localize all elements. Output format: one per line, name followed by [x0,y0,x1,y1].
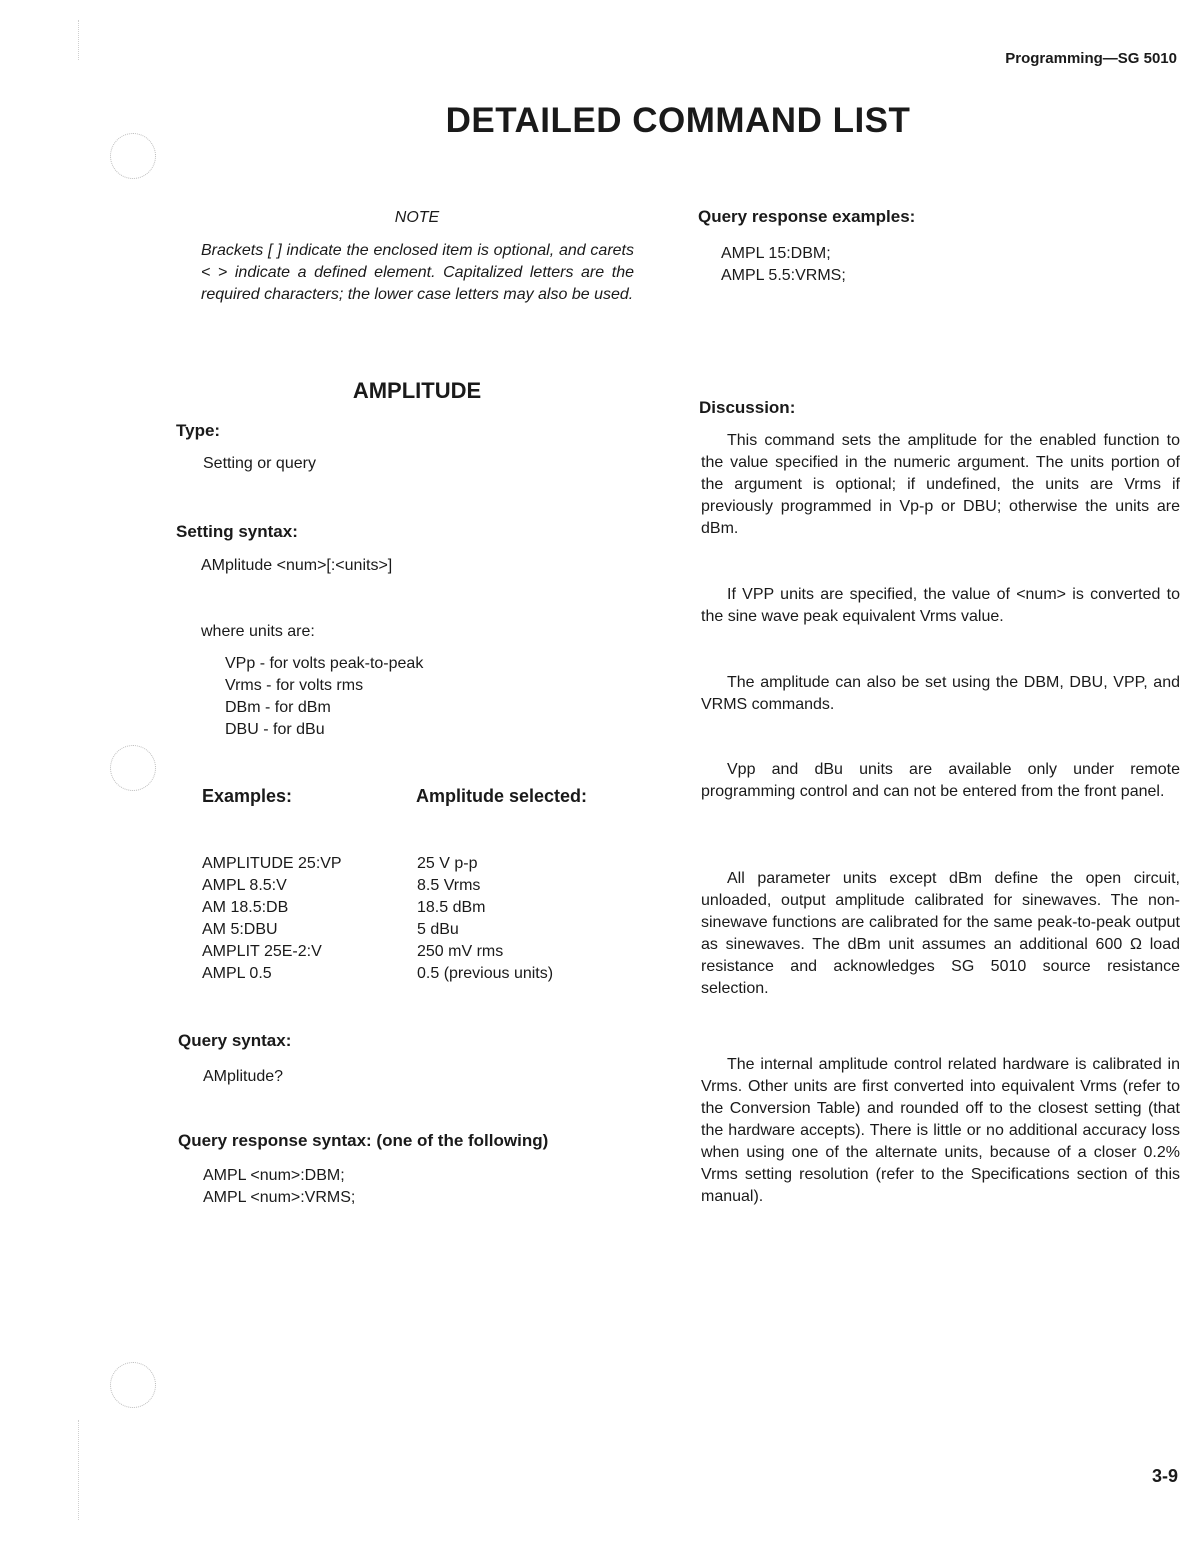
example-command: AM 5:DBU [202,921,278,938]
query-syntax: AMplitude? [203,1068,284,1085]
examples-result-column [417,853,553,985]
example-result: 250 mV rms [417,943,504,960]
examples-command-column [202,853,342,985]
discussion-paragraph: If VPP units are specified, the value of <num> is converted to the sine wave peak equivalent Vrms value. [701,586,1180,625]
example-command: AMPL 8.5:V [202,877,287,894]
binder-hole-mark [110,1362,156,1408]
amplitude-selected-heading: Amplitude selected: [416,786,588,806]
setting-syntax: AMplitude <num>[:<units>] [201,557,393,574]
query-response-syntax-item: AMPL <num>:DBM; [203,1167,345,1184]
page-title: DETAILED COMMAND LIST [445,101,911,140]
example-result: 5 dBu [417,921,459,938]
query-syntax-heading: Query syntax: [178,1031,292,1050]
units-list-item: Vrms - for volts rms [225,677,364,694]
example-command: AM 18.5:DB [202,899,289,916]
query-examples-list [721,243,846,287]
example-result: 0.5 (previous units) [417,965,554,982]
note-text: Brackets [ ] indicate the enclosed item is optional, and carets < > indicate a defined element. Capitalized letters are the required characters; the lower case letters may also be used. [201,242,634,303]
discussion-paragraph: The amplitude can also be set using the DBM, DBU, VPP, and VRMS commands. [701,674,1180,713]
margin-speck [78,1420,89,1520]
discussion-paragraph: The internal amplitude control related hardware is calibrated in Vrms. Other units are first converted into equivalent Vrms (refer to the Conversion Table) and rounded off to the closest setting (that the hardware accepts). There is little or no additional accuracy loss when using one of the alternate units, because of a closer 0.2% Vrms setting resolution (refer to the Specifications section of this manual). [701,1056,1180,1205]
example-command: AMPL 0.5 [202,965,272,982]
note-title: NOTE [394,209,440,226]
units-list-item: DBm - for dBm [225,699,331,716]
discussion-paragraph: All parameter units except dBm define the open circuit, unloaded, output amplitude calibrated for sinewaves. The non-sinewave functions are calibrated for the same peak-to-peak output as sinewaves. The dBm unit assumes an additional 600 Ω load resistance and acknowledges SG 5010 source resistance selection. [701,870,1180,997]
type-value: Setting or query [203,455,316,472]
example-command: AMPLIT 25E-2:V [202,943,322,960]
units-intro: where units are: [201,623,315,640]
units-list-item: VPp - for volts peak-to-peak [225,655,424,672]
query-response-syntax-list [203,1165,355,1209]
discussion-paragraph: This command sets the amplitude for the enabled function to the value specified in the numeric argument. The units portion of the argument is optional; if undefined, the units are Vrms if previously programmed in Vp-p or DBU; otherwise the units are dBm. [701,432,1180,537]
query-response-syntax-item: AMPL <num>:VRMS; [203,1189,356,1206]
margin-speck [78,20,89,60]
discussion-paragraph: Vpp and dBu units are available only under remote programming control and can not be entered from the front panel. [701,761,1180,800]
setting-syntax-heading: Setting syntax: [176,522,298,541]
binder-hole-mark [110,745,156,791]
running-title: Programming—SG 5010 [1005,50,1177,67]
page-number: 3-9 [1151,1466,1178,1486]
examples-heading: Examples: [202,786,293,806]
query-example-item: AMPL 5.5:VRMS; [721,267,846,284]
example-command: AMPLITUDE 25:VP [202,855,342,872]
example-result: 18.5 dBm [417,899,486,916]
example-result: 25 V p-p [417,855,478,872]
units-list-item: DBU - for dBu [225,721,325,738]
query-response-syntax-heading: Query response syntax: (one of the following) [178,1131,549,1150]
example-result: 8.5 Vrms [417,877,481,894]
discussion-heading: Discussion: [699,398,796,417]
type-heading: Type: [176,421,221,440]
query-example-item: AMPL 15:DBM; [721,245,831,262]
units-list [225,653,423,741]
section-title: AMPLITUDE [352,378,482,403]
query-examples-heading: Query response examples: [698,207,916,226]
